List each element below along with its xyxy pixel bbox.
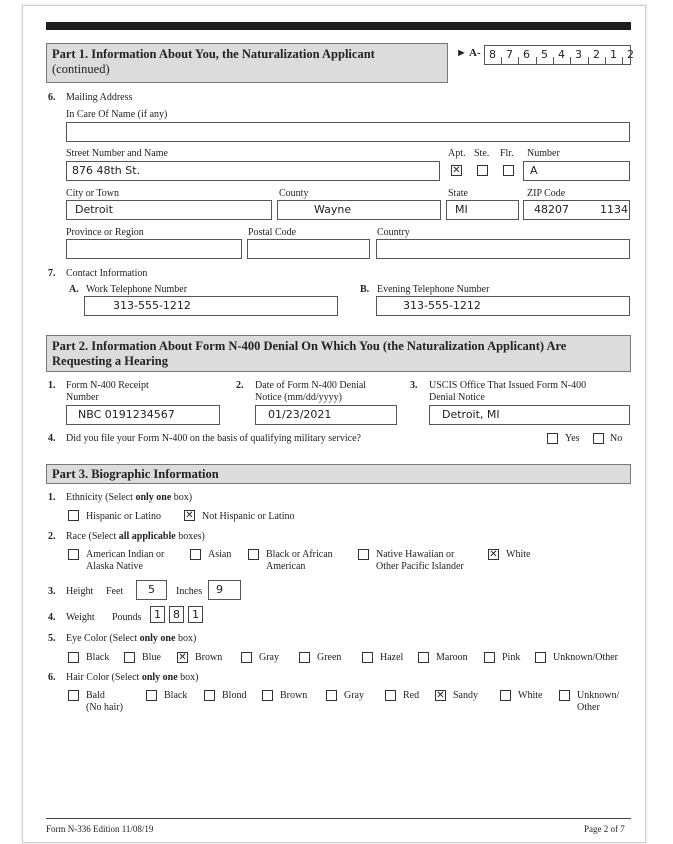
county-field[interactable]: Wayne	[277, 200, 441, 220]
hair-brown-label: Brown	[280, 690, 308, 701]
p3q1-number: 1.	[48, 492, 56, 503]
eye-maroon-checkbox[interactable]	[418, 652, 429, 663]
receipt-label-2: Number	[66, 392, 99, 403]
alien-digit-3: 6	[523, 48, 530, 61]
hair-red-checkbox[interactable]	[385, 690, 396, 701]
weight-digit-2[interactable]: 8	[169, 606, 184, 623]
weight-digit-3[interactable]: 1	[188, 606, 203, 623]
part3-title: Part 3. Biographic Information	[52, 467, 219, 481]
eye-brown-checkbox[interactable]: ✕	[178, 652, 187, 663]
hair-sandy-checkbox[interactable]: ✕	[436, 690, 445, 701]
hair-white-checkbox[interactable]	[500, 690, 511, 701]
american-indian-checkbox[interactable]	[68, 549, 79, 560]
alien-number-prefix: ► A-	[456, 47, 481, 59]
flr-label: Flr.	[500, 148, 514, 159]
p2q3-number: 3.	[410, 380, 418, 391]
eye-pink-checkbox[interactable]	[484, 652, 495, 663]
hair-white-label: White	[518, 690, 543, 701]
care-of-label: In Care Of Name (if any)	[66, 109, 168, 120]
county-label: County	[279, 188, 309, 199]
alien-digit-4: 5	[541, 48, 548, 61]
street-field[interactable]: 876 48th St.	[66, 161, 440, 181]
alien-digit-2: 7	[506, 48, 513, 61]
receipt-label-1: Form N-400 Receipt	[66, 380, 149, 391]
eye-hazel-label: Hazel	[380, 652, 404, 663]
eye-blue-checkbox[interactable]	[124, 652, 135, 663]
hair-blond-checkbox[interactable]	[204, 690, 215, 701]
hair-black-checkbox[interactable]	[146, 690, 157, 701]
part1-title: Part 1. Information About You, the Naturalization Applicant	[52, 47, 375, 61]
denial-date-field[interactable]: 01/23/2021	[255, 405, 397, 425]
top-rule	[46, 22, 631, 30]
hair-red-label: Red	[403, 690, 420, 701]
denial-date-label-1: Date of Form N-400 Denial	[255, 380, 367, 391]
state-field[interactable]: MI	[446, 200, 519, 220]
hair-unknown-label-2: Other	[577, 702, 600, 713]
ethnicity-label: Ethnicity (Select only one box)	[66, 492, 193, 503]
black-checkbox[interactable]	[248, 549, 259, 560]
part1-header	[46, 43, 448, 83]
eye-unknown-other-checkbox[interactable]	[535, 652, 546, 663]
province-label: Province or Region	[66, 227, 144, 238]
postal-label: Postal Code	[248, 227, 297, 238]
inches-label: Inches	[176, 586, 203, 597]
eye-gray-checkbox[interactable]	[241, 652, 252, 663]
military-no-checkbox[interactable]	[593, 433, 604, 444]
eye-color-label: Eye Color (Select only one box)	[66, 633, 197, 644]
alien-digit-9: 2	[627, 48, 634, 61]
apt-number-field[interactable]: A	[523, 161, 630, 181]
american-indian-label-1: American Indian or	[86, 549, 165, 560]
eye-green-label: Green	[317, 652, 342, 663]
p2q2-number: 2.	[236, 380, 244, 391]
street-label: Street Number and Name	[66, 148, 168, 159]
alien-digit-1: 8	[489, 48, 496, 61]
alien-digit-8: 1	[610, 48, 617, 61]
apt-checkbox[interactable]: ✕	[452, 165, 461, 176]
weight-label: Weight	[66, 612, 95, 623]
eye-brown-label: Brown	[195, 652, 223, 663]
military-yes-label: Yes	[565, 433, 580, 444]
city-label: City or Town	[66, 188, 120, 199]
evening-phone-field[interactable]: 313-555-1212	[376, 296, 630, 316]
black-label-2: American	[266, 561, 306, 572]
pacific-islander-label-2: Other Pacific Islander	[376, 561, 464, 572]
q7b-letter: B.	[360, 284, 370, 295]
part3-header	[46, 464, 631, 484]
pacific-islander-checkbox[interactable]	[358, 549, 369, 560]
province-field[interactable]	[66, 239, 242, 259]
hair-color-label: Hair Color (Select only one box)	[66, 672, 199, 683]
hair-bald-label-1: Bald	[86, 690, 105, 701]
postal-field[interactable]	[247, 239, 370, 259]
eye-black-checkbox[interactable]	[68, 652, 79, 663]
footer-page: Page 2 of 7	[584, 824, 625, 834]
eye-unknown-other-label: Unknown/Other	[553, 652, 618, 663]
weight-digit-1[interactable]: 1	[150, 606, 165, 623]
eye-gray-label: Gray	[259, 652, 279, 663]
alien-number-box[interactable]	[484, 45, 631, 65]
american-indian-label-2: Alaska Native	[86, 561, 143, 572]
race-label: Race (Select all applicable boxes)	[66, 531, 205, 542]
ste-checkbox[interactable]	[477, 165, 488, 176]
white-checkbox[interactable]: ✕	[489, 549, 498, 560]
military-yes-checkbox[interactable]	[547, 433, 558, 444]
footer-rule	[46, 818, 631, 819]
zip-label: ZIP Code	[527, 188, 566, 199]
p2q1-number: 1.	[48, 380, 56, 391]
hair-black-label: Black	[164, 690, 188, 701]
office-field[interactable]: Detroit, MI	[429, 405, 630, 425]
military-question: Did you file your Form N-400 on the basis of qualifying military service?	[66, 433, 361, 444]
part1-subtitle: (continued)	[52, 62, 110, 76]
inches-field[interactable]: 9	[208, 580, 241, 600]
eye-maroon-label: Maroon	[436, 652, 468, 663]
receipt-number-field[interactable]: NBC 0191234567	[66, 405, 220, 425]
feet-field[interactable]: 5	[136, 580, 167, 600]
q7a-letter: A.	[69, 284, 79, 295]
number-label: Number	[527, 148, 560, 159]
hair-sandy-label: Sandy	[453, 690, 478, 701]
hair-bald-label-2: (No hair)	[86, 702, 123, 713]
evening-phone-label: Evening Telephone Number	[377, 284, 490, 295]
p3q4-number: 4.	[48, 612, 56, 623]
eye-blue-label: Blue	[142, 652, 161, 663]
q6-number: 6.	[48, 92, 56, 103]
footer-edition: Form N-336 Edition 11/08/19	[46, 824, 154, 834]
hair-unknown-label-1: Unknown/	[577, 690, 620, 701]
p3q2-number: 2.	[48, 531, 56, 542]
mailing-address-label: Mailing Address	[66, 92, 133, 103]
country-label: Country	[377, 227, 410, 238]
alien-digit-7: 2	[593, 48, 600, 61]
flr-checkbox[interactable]	[503, 165, 514, 176]
zip-extension: 1134	[600, 203, 628, 216]
hispanic-label: Hispanic or Latino	[86, 511, 161, 522]
asian-checkbox[interactable]	[190, 549, 201, 560]
zip-field[interactable]	[523, 200, 630, 220]
pounds-label: Pounds	[112, 612, 142, 623]
feet-label: Feet	[106, 586, 124, 597]
p3q6-number: 6.	[48, 672, 56, 683]
q7-number: 7.	[48, 268, 56, 279]
part2-header	[46, 335, 631, 372]
p3q5-number: 5.	[48, 633, 56, 644]
military-no-label: No	[610, 433, 623, 444]
work-phone-field[interactable]: 313-555-1212	[84, 296, 338, 316]
alien-digit-6: 3	[575, 48, 582, 61]
white-label: White	[506, 549, 531, 560]
part2-title: Part 2. Information About Form N-400 Denial On Which You (the Naturalization Applicant) Are Requesting a Hearing	[52, 339, 567, 368]
hair-unknown-checkbox[interactable]	[559, 690, 570, 701]
state-label: State	[448, 188, 468, 199]
eye-hazel-checkbox[interactable]	[362, 652, 373, 663]
ste-label: Ste.	[474, 148, 490, 159]
black-label-1: Black or African	[266, 549, 333, 560]
contact-info-label: Contact Information	[66, 268, 148, 279]
alien-digit-5: 4	[558, 48, 565, 61]
denial-date-label-2: Notice (mm/dd/yyyy)	[255, 392, 342, 403]
asian-label: Asian	[208, 549, 232, 560]
hair-brown-checkbox[interactable]	[262, 690, 273, 701]
office-label-2: Denial Notice	[429, 392, 485, 403]
height-label: Height	[66, 586, 94, 597]
eye-black-label: Black	[86, 652, 110, 663]
hair-bald-checkbox[interactable]	[68, 690, 79, 701]
hair-blond-label: Blond	[222, 690, 247, 701]
work-phone-label: Work Telephone Number	[86, 284, 188, 295]
eye-green-checkbox[interactable]	[299, 652, 310, 663]
hair-gray-label: Gray	[344, 690, 364, 701]
eye-pink-label: Pink	[502, 652, 521, 663]
office-label-1: USCIS Office That Issued Form N-400	[429, 380, 587, 391]
hispanic-checkbox[interactable]	[68, 510, 79, 521]
not-hispanic-checkbox[interactable]: ✕	[185, 510, 194, 521]
city-field[interactable]: Detroit	[66, 200, 272, 220]
p3q3-number: 3.	[48, 586, 56, 597]
pacific-islander-label-1: Native Hawaiian or	[376, 549, 455, 560]
care-of-field[interactable]	[66, 122, 630, 142]
apt-label: Apt.	[448, 148, 466, 159]
hair-gray-checkbox[interactable]	[326, 690, 337, 701]
country-field[interactable]	[376, 239, 630, 259]
zip-value: 48207	[534, 203, 569, 216]
p2q4-number: 4.	[48, 433, 56, 444]
not-hispanic-label: Not Hispanic or Latino	[202, 511, 295, 522]
